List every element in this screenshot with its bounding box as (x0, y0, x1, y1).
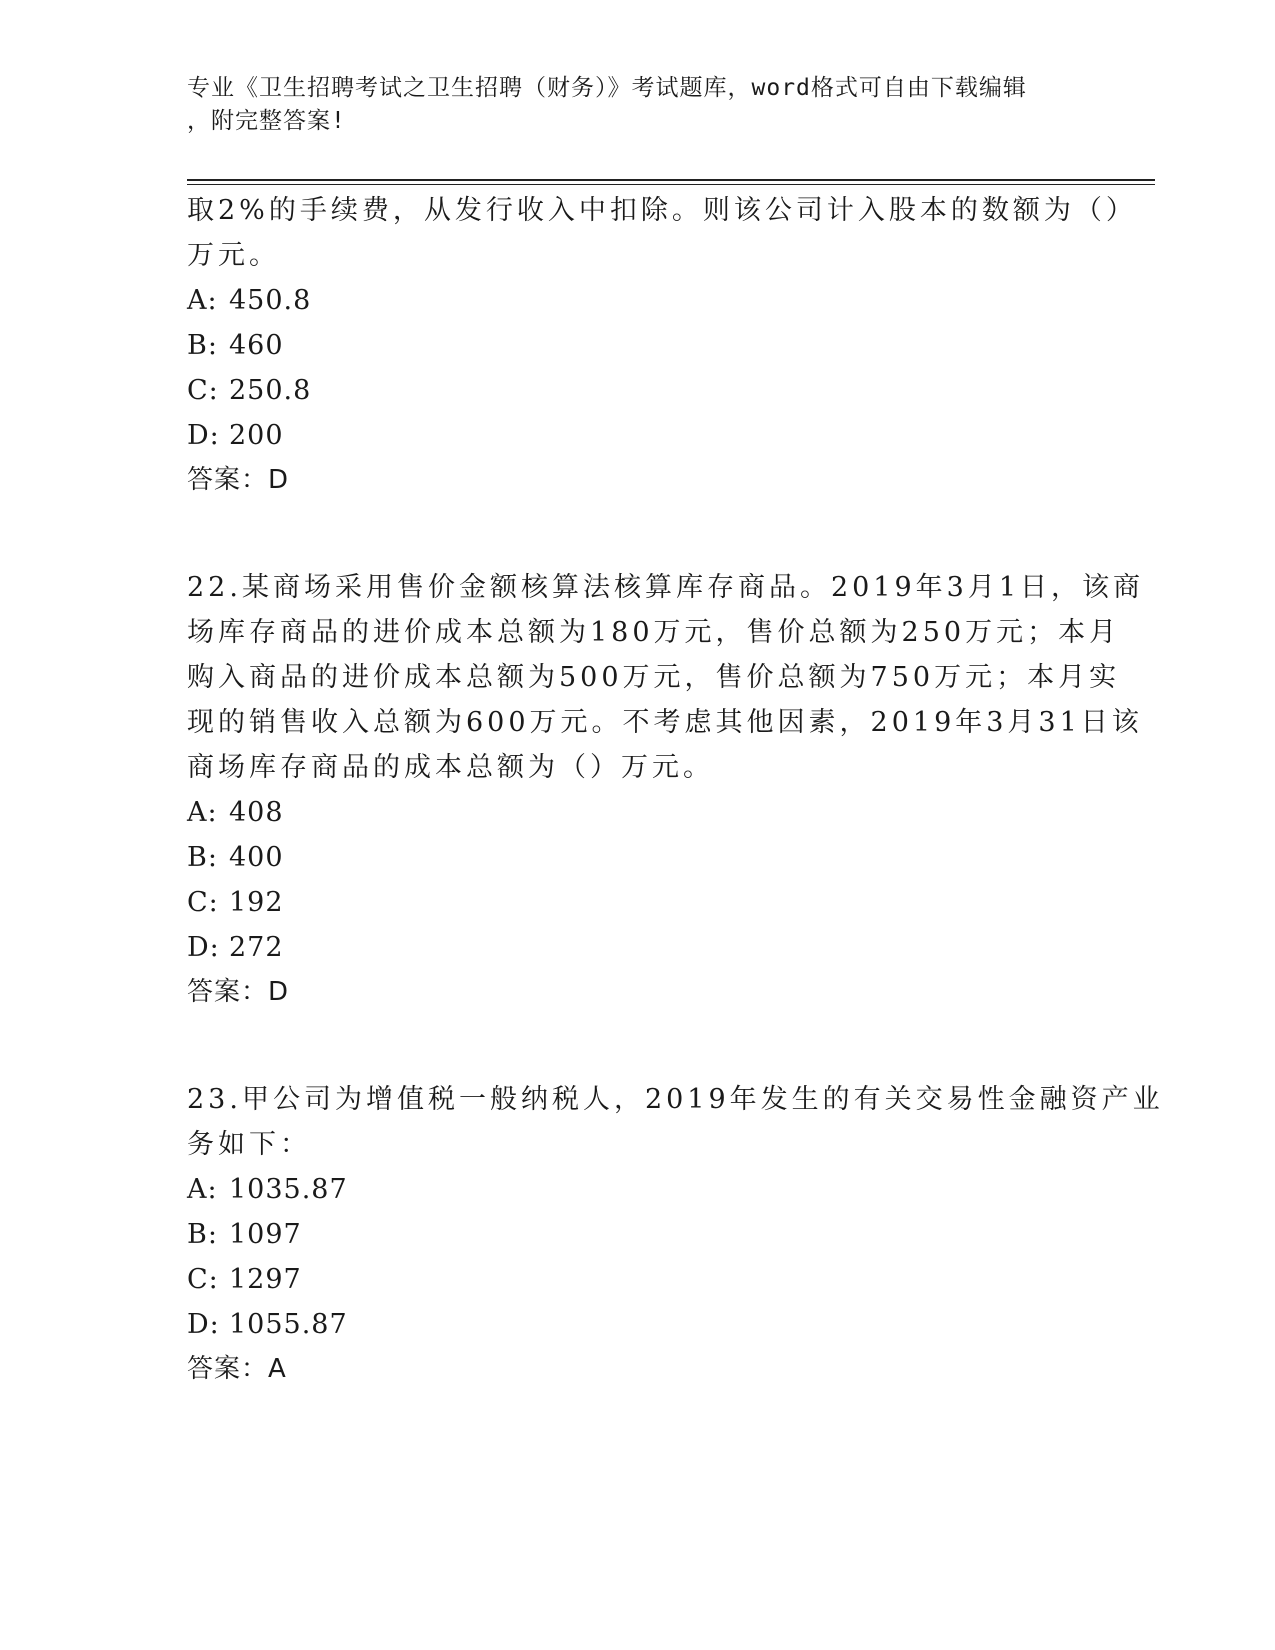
option-d (187, 925, 1087, 970)
option-key: A: (187, 1174, 218, 1205)
option-key: B: (187, 330, 218, 361)
answer: 答案：A (187, 1354, 287, 1384)
option-d (187, 1302, 1087, 1347)
option-a (187, 278, 1087, 323)
option-value: 1097 (229, 1219, 302, 1250)
header-divider-thick (187, 179, 1155, 181)
option-d (187, 413, 1087, 458)
option-value: 1297 (229, 1264, 302, 1295)
header-line-2: ，附完整答案! (187, 108, 346, 134)
header-divider-thin (187, 184, 1155, 185)
option-value: 200 (229, 420, 284, 451)
option-b (187, 835, 1087, 880)
option-key: C: (187, 887, 219, 918)
question-text (187, 565, 1145, 790)
option-a (187, 790, 1087, 835)
option-key: C: (187, 375, 219, 406)
option-value: 1055.87 (229, 1309, 348, 1340)
option-value: 272 (229, 932, 284, 963)
document-header (187, 72, 1067, 138)
spacer (187, 503, 1087, 565)
question-text-line: 取2%的手续费，从发行收入中扣除。则该公司计入股本的数额为（） (187, 195, 1137, 226)
question-block (187, 1077, 1164, 1392)
question-text-line: 场库存商品的进价成本总额为180万元，售价总额为250万元；本月 (187, 617, 1121, 648)
option-value: 400 (229, 842, 284, 873)
option-key: B: (187, 1219, 218, 1250)
question-list (187, 188, 1164, 1392)
option-b (187, 1212, 1087, 1257)
question-text-line: 23.甲公司为增值税一般纳税人，2019年发生的有关交易性金融资产业 (187, 1084, 1164, 1115)
question-text (187, 188, 1137, 278)
option-value: 408 (229, 797, 284, 828)
answer: 答案：D (187, 977, 290, 1007)
option-c (187, 880, 1087, 925)
question-text-line: 万元。 (187, 240, 280, 271)
question-text-line: 22.某商场采用售价金额核算法核算库存商品。2019年3月1日，该商 (187, 572, 1145, 603)
option-value: 450.8 (229, 285, 312, 316)
header-line-1: 专业《卫生招聘考试之卫生招聘（财务）》考试题库，word格式可自由下载编辑 (187, 75, 1027, 101)
option-a (187, 1167, 1087, 1212)
question-block (187, 188, 1137, 503)
option-value: 1035.87 (229, 1174, 348, 1205)
question-text-line: 商场库存商品的成本总额为（）万元。 (187, 752, 714, 783)
spacer (187, 1015, 1087, 1077)
question-text-line: 购入商品的进价成本总额为500万元，售价总额为750万元；本月实 (187, 662, 1121, 693)
option-key: D: (187, 1309, 220, 1340)
question-text (187, 1077, 1164, 1167)
question-block (187, 565, 1145, 1015)
question-text-line: 现的销售收入总额为600万元。不考虑其他因素，2019年3月31日该 (187, 707, 1143, 738)
option-key: B: (187, 842, 218, 873)
answer: 答案：D (187, 465, 290, 495)
option-key: D: (187, 932, 220, 963)
option-value: 460 (229, 330, 284, 361)
option-c (187, 368, 1087, 413)
option-key: A: (187, 797, 218, 828)
option-key: C: (187, 1264, 219, 1295)
option-key: A: (187, 285, 218, 316)
option-value: 192 (229, 887, 284, 918)
option-b (187, 323, 1087, 368)
option-key: D: (187, 420, 220, 451)
question-text-line: 务如下： (187, 1129, 311, 1160)
option-value: 250.8 (229, 375, 312, 406)
option-c (187, 1257, 1087, 1302)
